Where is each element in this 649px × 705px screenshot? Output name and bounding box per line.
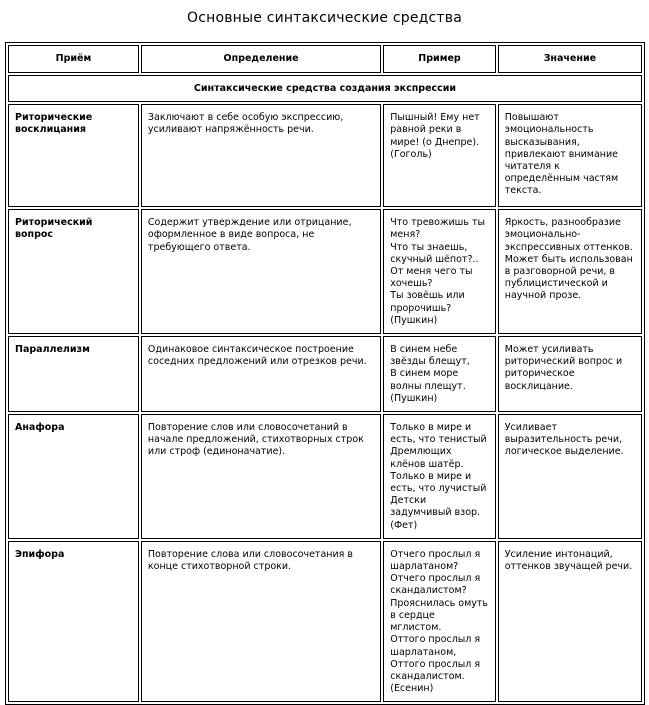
- header-example: Пример: [383, 45, 496, 73]
- definition-cell: Повторение слов или словосочетаний в начале предложений, стихотворных строк или строф (единоначатие).: [141, 414, 381, 539]
- example-cell: Пышный! Ему нет равной реки в мире! (о Днепре). (Гоголь): [383, 104, 496, 207]
- table-row: [8, 414, 642, 539]
- section-title: Синтаксические средства создания экспрессии: [8, 75, 642, 102]
- example-cell: В синем небе звёзды блещут, В синем море волны плещут. (Пушкин): [383, 336, 496, 412]
- meaning-cell: Может усиливать риторический вопрос и риторическое восклицание.: [498, 336, 642, 412]
- example-cell: Только в мире и есть, что тенистый Дремлющих клёнов шатёр. Только в мире и есть, что лучистый Детски задумчивый взор. (Фет): [383, 414, 496, 539]
- section-row: [8, 75, 642, 102]
- table-row: [8, 104, 642, 207]
- example-cell: Отчего прослыл я шарлатаном? Отчего прослыл я скандалистом? Прояснилась омуть в сердце мглистом. Оттого прослыл я шарлатаном, Оттого прослыл я скандалистом. (Есенин): [383, 541, 496, 702]
- definition-cell: Одинаковое синтаксическое построение соседних предложений или отрезков речи.: [141, 336, 381, 412]
- syntax-devices-table: [5, 42, 645, 705]
- definition-cell: Повторение слова или словосочетания в конце стихотворной строки.: [141, 541, 381, 702]
- meaning-cell: Повышают эмоциональность высказывания, привлекают внимание читателя к определённым частям текста.: [498, 104, 642, 207]
- header-meaning: Значение: [498, 45, 642, 73]
- definition-cell: Заключают в себе особую экспрессию, усиливают напряжённость речи.: [141, 104, 381, 207]
- header-technique: Приём: [8, 45, 139, 73]
- header-definition: Определение: [141, 45, 381, 73]
- meaning-cell: Яркость, разнообразие эмоционально-экспрессивных оттенков. Может быть использован в разговорной речи, в публицистической и научной прозе.: [498, 209, 642, 334]
- term-cell: Эпифора: [8, 541, 139, 702]
- meaning-cell: Усиление интонаций, оттенков звучащей речи.: [498, 541, 642, 702]
- meaning-cell: Усиливает выразительность речи, логическое выделение.: [498, 414, 642, 539]
- term-cell: Риторические восклицания: [8, 104, 139, 207]
- definition-cell: Содержит утверждение или отрицание, оформленное в виде вопроса, не требующего ответа.: [141, 209, 381, 334]
- table-row: [8, 209, 642, 334]
- term-cell: Анафора: [8, 414, 139, 539]
- table-row: [8, 541, 642, 702]
- term-cell: Риторический вопрос: [8, 209, 139, 334]
- term-cell: Параллелизм: [8, 336, 139, 412]
- header-row: [8, 45, 642, 73]
- page-title: Основные синтаксические средства: [186, 10, 463, 26]
- table-row: [8, 336, 642, 412]
- example-cell: Что тревожишь ты меня? Что ты знаешь, скучный шёпот?.. От меня чего ты хочешь? Ты зовёшь или пророчишь? (Пушкин): [383, 209, 496, 334]
